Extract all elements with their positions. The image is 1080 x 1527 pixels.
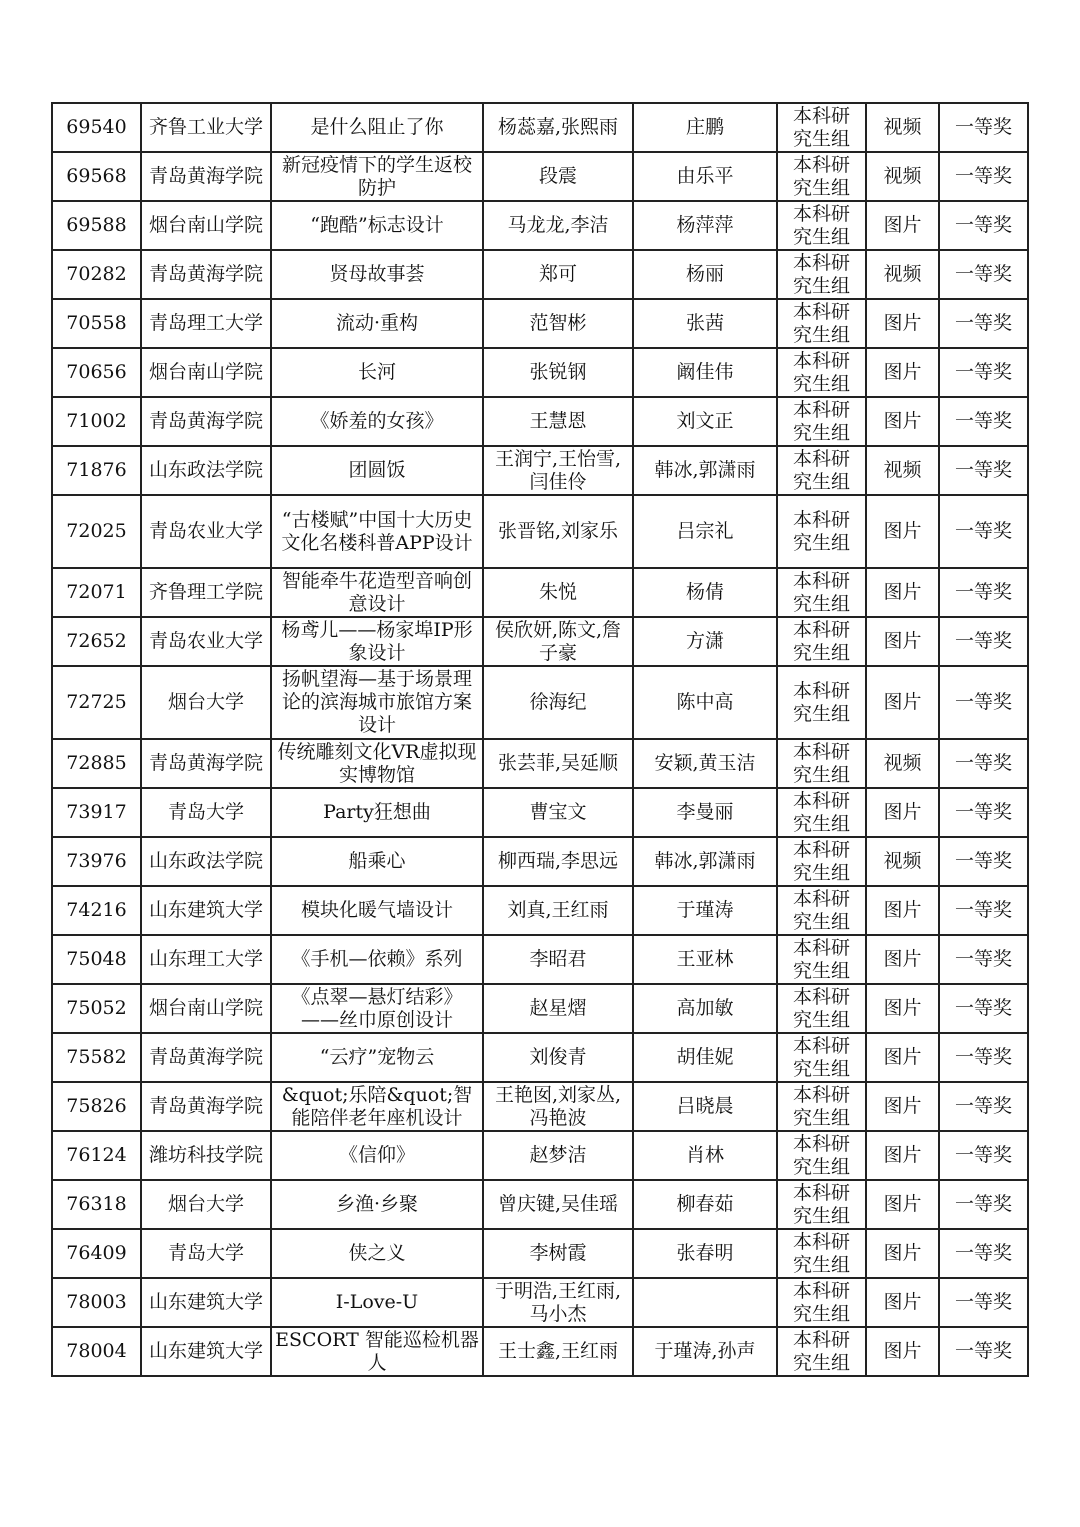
table-row <box>52 1327 1028 1376</box>
type-cell: 图片 <box>866 1033 939 1082</box>
award-cell: 一等奖 <box>939 299 1028 348</box>
table-row <box>52 739 1028 788</box>
entry-id-cell: 70558 <box>52 299 141 348</box>
table-row <box>52 666 1028 739</box>
group-cell: 本科研究生组 <box>777 299 866 348</box>
school-cell: 齐鲁工业大学 <box>141 103 271 152</box>
advisor-cell: 方潇 <box>633 617 777 666</box>
advisor-cell: 吕宗礼 <box>633 495 777 568</box>
group-cell: 本科研究生组 <box>777 935 866 984</box>
type-cell: 视频 <box>866 250 939 299</box>
school-cell: 青岛大学 <box>141 1229 271 1278</box>
school-cell: 山东政法学院 <box>141 446 271 495</box>
group-cell: 本科研究生组 <box>777 1033 866 1082</box>
advisor-cell: 张春明 <box>633 1229 777 1278</box>
type-cell: 图片 <box>866 201 939 250</box>
group-cell: 本科研究生组 <box>777 495 866 568</box>
school-cell: 青岛农业大学 <box>141 617 271 666</box>
award-cell: 一等奖 <box>939 1131 1028 1180</box>
group-cell: 本科研究生组 <box>777 984 866 1033</box>
advisor-cell: 韩冰,郭潇雨 <box>633 837 777 886</box>
entry-id-cell: 72725 <box>52 666 141 739</box>
table-row <box>52 201 1028 250</box>
group-cell: 本科研究生组 <box>777 201 866 250</box>
table-row <box>52 152 1028 201</box>
group-cell: 本科研究生组 <box>777 788 866 837</box>
title-cell: “跑酷”标志设计 <box>271 201 483 250</box>
school-cell: 青岛黄海学院 <box>141 1082 271 1131</box>
authors-cell: 王士鑫,王红雨 <box>483 1327 633 1376</box>
entry-id-cell: 73976 <box>52 837 141 886</box>
title-cell: 传统雕刻文化VR虚拟现实博物馆 <box>271 739 483 788</box>
table-row <box>52 495 1028 568</box>
school-cell: 青岛大学 <box>141 788 271 837</box>
award-cell: 一等奖 <box>939 1082 1028 1131</box>
type-cell: 图片 <box>866 788 939 837</box>
table-row <box>52 935 1028 984</box>
advisor-cell: 由乐平 <box>633 152 777 201</box>
award-cell: 一等奖 <box>939 348 1028 397</box>
title-cell: 新冠疫情下的学生返校防护 <box>271 152 483 201</box>
table-row <box>52 617 1028 666</box>
award-cell: 一等奖 <box>939 568 1028 617</box>
title-cell: 流动·重构 <box>271 299 483 348</box>
table-row <box>52 1033 1028 1082</box>
title-cell: 《手机—依赖》系列 <box>271 935 483 984</box>
table-row <box>52 1229 1028 1278</box>
table-row <box>52 299 1028 348</box>
title-cell: 团圆饭 <box>271 446 483 495</box>
group-cell: 本科研究生组 <box>777 666 866 739</box>
type-cell: 图片 <box>866 1327 939 1376</box>
school-cell: 山东政法学院 <box>141 837 271 886</box>
advisor-cell: 于瑾涛,孙声 <box>633 1327 777 1376</box>
advisor-cell: 杨倩 <box>633 568 777 617</box>
group-cell: 本科研究生组 <box>777 1180 866 1229</box>
type-cell: 图片 <box>866 299 939 348</box>
title-cell: 乡渔·乡聚 <box>271 1180 483 1229</box>
advisor-cell: 张茜 <box>633 299 777 348</box>
authors-cell: 曹宝文 <box>483 788 633 837</box>
school-cell: 烟台南山学院 <box>141 201 271 250</box>
entry-id-cell: 75826 <box>52 1082 141 1131</box>
advisor-cell: 王亚林 <box>633 935 777 984</box>
school-cell: 烟台大学 <box>141 666 271 739</box>
table-row <box>52 1131 1028 1180</box>
authors-cell: 李昭君 <box>483 935 633 984</box>
title-cell: 《娇羞的女孩》 <box>271 397 483 446</box>
title-cell: Party狂想曲 <box>271 788 483 837</box>
award-table <box>51 102 1029 1377</box>
authors-cell: 曾庆键,吴佳瑶 <box>483 1180 633 1229</box>
award-cell: 一等奖 <box>939 1278 1028 1327</box>
type-cell: 视频 <box>866 152 939 201</box>
advisor-cell: 阚佳伟 <box>633 348 777 397</box>
group-cell: 本科研究生组 <box>777 739 866 788</box>
advisor-cell: 于瑾涛 <box>633 886 777 935</box>
title-cell: “云疗”宠物云 <box>271 1033 483 1082</box>
entry-id-cell: 70282 <box>52 250 141 299</box>
authors-cell: 郑可 <box>483 250 633 299</box>
authors-cell: 杨蕊嘉,张熙雨 <box>483 103 633 152</box>
award-cell: 一等奖 <box>939 397 1028 446</box>
award-cell: 一等奖 <box>939 152 1028 201</box>
advisor-cell: 杨萍萍 <box>633 201 777 250</box>
award-cell: 一等奖 <box>939 837 1028 886</box>
award-cell: 一等奖 <box>939 617 1028 666</box>
advisor-cell: 高加敏 <box>633 984 777 1033</box>
authors-cell: 柳西瑞,李思远 <box>483 837 633 886</box>
group-cell: 本科研究生组 <box>777 348 866 397</box>
table-row <box>52 788 1028 837</box>
table-row <box>52 103 1028 152</box>
entry-id-cell: 76124 <box>52 1131 141 1180</box>
table-row <box>52 348 1028 397</box>
award-cell: 一等奖 <box>939 788 1028 837</box>
title-cell: 模块化暖气墙设计 <box>271 886 483 935</box>
table-row <box>52 1180 1028 1229</box>
type-cell: 图片 <box>866 1082 939 1131</box>
table-row <box>52 250 1028 299</box>
advisor-cell: 刘文正 <box>633 397 777 446</box>
authors-cell: 张锐钢 <box>483 348 633 397</box>
table-row <box>52 886 1028 935</box>
type-cell: 图片 <box>866 568 939 617</box>
school-cell: 烟台大学 <box>141 1180 271 1229</box>
award-cell: 一等奖 <box>939 666 1028 739</box>
title-cell: “古楼赋”中国十大历史文化名楼科普APP设计 <box>271 495 483 568</box>
advisor-cell <box>633 1278 777 1327</box>
award-cell: 一等奖 <box>939 1180 1028 1229</box>
entry-id-cell: 72885 <box>52 739 141 788</box>
title-cell: 是什么阻止了你 <box>271 103 483 152</box>
type-cell: 图片 <box>866 666 939 739</box>
school-cell: 山东建筑大学 <box>141 1278 271 1327</box>
group-cell: 本科研究生组 <box>777 886 866 935</box>
authors-cell: 刘真,王红雨 <box>483 886 633 935</box>
school-cell: 青岛黄海学院 <box>141 250 271 299</box>
authors-cell: 段震 <box>483 152 633 201</box>
entry-id-cell: 75582 <box>52 1033 141 1082</box>
title-cell: 侠之义 <box>271 1229 483 1278</box>
advisor-cell: 柳春茹 <box>633 1180 777 1229</box>
award-cell: 一等奖 <box>939 886 1028 935</box>
award-cell: 一等奖 <box>939 935 1028 984</box>
title-cell: 《信仰》 <box>271 1131 483 1180</box>
type-cell: 图片 <box>866 495 939 568</box>
school-cell: 潍坊科技学院 <box>141 1131 271 1180</box>
award-cell: 一等奖 <box>939 1033 1028 1082</box>
award-cell: 一等奖 <box>939 250 1028 299</box>
group-cell: 本科研究生组 <box>777 103 866 152</box>
advisor-cell: 胡佳妮 <box>633 1033 777 1082</box>
school-cell: 青岛黄海学院 <box>141 397 271 446</box>
authors-cell: 张晋铭,刘家乐 <box>483 495 633 568</box>
group-cell: 本科研究生组 <box>777 568 866 617</box>
title-cell: 扬帆望海—基于场景理论的滨海城市旅馆方案设计 <box>271 666 483 739</box>
school-cell: 青岛理工大学 <box>141 299 271 348</box>
advisor-cell: 庄鹏 <box>633 103 777 152</box>
entry-id-cell: 74216 <box>52 886 141 935</box>
advisor-cell: 杨丽 <box>633 250 777 299</box>
school-cell: 山东理工大学 <box>141 935 271 984</box>
entry-id-cell: 69588 <box>52 201 141 250</box>
group-cell: 本科研究生组 <box>777 1082 866 1131</box>
entry-id-cell: 75048 <box>52 935 141 984</box>
authors-cell: 王艳囡,刘家丛,冯艳波 <box>483 1082 633 1131</box>
table-row <box>52 984 1028 1033</box>
title-cell: 《点翠—悬灯结彩》——丝巾原创设计 <box>271 984 483 1033</box>
table-row <box>52 446 1028 495</box>
school-cell: 青岛黄海学院 <box>141 152 271 201</box>
title-cell: &quot;乐陪&quot;智能陪伴老年座机设计 <box>271 1082 483 1131</box>
entry-id-cell: 72652 <box>52 617 141 666</box>
type-cell: 视频 <box>866 837 939 886</box>
type-cell: 视频 <box>866 446 939 495</box>
authors-cell: 徐海纪 <box>483 666 633 739</box>
group-cell: 本科研究生组 <box>777 1327 866 1376</box>
title-cell: I-Love-U <box>271 1278 483 1327</box>
entry-id-cell: 69540 <box>52 103 141 152</box>
table-row <box>52 568 1028 617</box>
type-cell: 视频 <box>866 739 939 788</box>
group-cell: 本科研究生组 <box>777 1229 866 1278</box>
school-cell: 青岛黄海学院 <box>141 1033 271 1082</box>
type-cell: 图片 <box>866 984 939 1033</box>
table-row <box>52 397 1028 446</box>
entry-id-cell: 71876 <box>52 446 141 495</box>
award-cell: 一等奖 <box>939 103 1028 152</box>
entry-id-cell: 73917 <box>52 788 141 837</box>
advisor-cell: 安颖,黄玉洁 <box>633 739 777 788</box>
title-cell: 智能牵牛花造型音响创意设计 <box>271 568 483 617</box>
title-cell: 长河 <box>271 348 483 397</box>
school-cell: 山东建筑大学 <box>141 1327 271 1376</box>
group-cell: 本科研究生组 <box>777 152 866 201</box>
group-cell: 本科研究生组 <box>777 617 866 666</box>
type-cell: 图片 <box>866 886 939 935</box>
school-cell: 青岛黄海学院 <box>141 739 271 788</box>
authors-cell: 赵梦洁 <box>483 1131 633 1180</box>
title-cell: ESCORT 智能巡检机器人 <box>271 1327 483 1376</box>
authors-cell: 赵星熠 <box>483 984 633 1033</box>
award-cell: 一等奖 <box>939 1327 1028 1376</box>
authors-cell: 张芸菲,吴延顺 <box>483 739 633 788</box>
table-row <box>52 1082 1028 1131</box>
title-cell: 贤母故事荟 <box>271 250 483 299</box>
authors-cell: 范智彬 <box>483 299 633 348</box>
school-cell: 青岛农业大学 <box>141 495 271 568</box>
award-cell: 一等奖 <box>939 495 1028 568</box>
type-cell: 图片 <box>866 348 939 397</box>
type-cell: 图片 <box>866 1229 939 1278</box>
advisor-cell: 李曼丽 <box>633 788 777 837</box>
type-cell: 图片 <box>866 1131 939 1180</box>
group-cell: 本科研究生组 <box>777 837 866 886</box>
group-cell: 本科研究生组 <box>777 250 866 299</box>
authors-cell: 刘俊青 <box>483 1033 633 1082</box>
authors-cell: 侯欣妍,陈文,詹子豪 <box>483 617 633 666</box>
entry-id-cell: 78003 <box>52 1278 141 1327</box>
advisor-cell: 吕晓晨 <box>633 1082 777 1131</box>
authors-cell: 马龙龙,李洁 <box>483 201 633 250</box>
authors-cell: 李树霞 <box>483 1229 633 1278</box>
group-cell: 本科研究生组 <box>777 1131 866 1180</box>
type-cell: 图片 <box>866 617 939 666</box>
advisor-cell: 韩冰,郭潇雨 <box>633 446 777 495</box>
group-cell: 本科研究生组 <box>777 446 866 495</box>
award-cell: 一等奖 <box>939 446 1028 495</box>
entry-id-cell: 76409 <box>52 1229 141 1278</box>
award-cell: 一等奖 <box>939 739 1028 788</box>
table-row <box>52 837 1028 886</box>
group-cell: 本科研究生组 <box>777 1278 866 1327</box>
entry-id-cell: 71002 <box>52 397 141 446</box>
group-cell: 本科研究生组 <box>777 397 866 446</box>
table-row <box>52 1278 1028 1327</box>
entry-id-cell: 78004 <box>52 1327 141 1376</box>
type-cell: 视频 <box>866 103 939 152</box>
authors-cell: 王润宁,王怡雪,闫佳伶 <box>483 446 633 495</box>
authors-cell: 于明浩,王红雨,马小杰 <box>483 1278 633 1327</box>
title-cell: 船乘心 <box>271 837 483 886</box>
advisor-cell: 陈中高 <box>633 666 777 739</box>
entry-id-cell: 69568 <box>52 152 141 201</box>
advisor-cell: 肖林 <box>633 1131 777 1180</box>
entry-id-cell: 72071 <box>52 568 141 617</box>
title-cell: 杨鸢儿——杨家埠IP形象设计 <box>271 617 483 666</box>
authors-cell: 王慧恩 <box>483 397 633 446</box>
award-cell: 一等奖 <box>939 201 1028 250</box>
school-cell: 齐鲁理工学院 <box>141 568 271 617</box>
entry-id-cell: 72025 <box>52 495 141 568</box>
type-cell: 图片 <box>866 1180 939 1229</box>
award-cell: 一等奖 <box>939 984 1028 1033</box>
entry-id-cell: 70656 <box>52 348 141 397</box>
entry-id-cell: 75052 <box>52 984 141 1033</box>
school-cell: 烟台南山学院 <box>141 348 271 397</box>
type-cell: 图片 <box>866 935 939 984</box>
entry-id-cell: 76318 <box>52 1180 141 1229</box>
type-cell: 图片 <box>866 397 939 446</box>
school-cell: 烟台南山学院 <box>141 984 271 1033</box>
award-cell: 一等奖 <box>939 1229 1028 1278</box>
authors-cell: 朱悦 <box>483 568 633 617</box>
type-cell: 图片 <box>866 1278 939 1327</box>
school-cell: 山东建筑大学 <box>141 886 271 935</box>
